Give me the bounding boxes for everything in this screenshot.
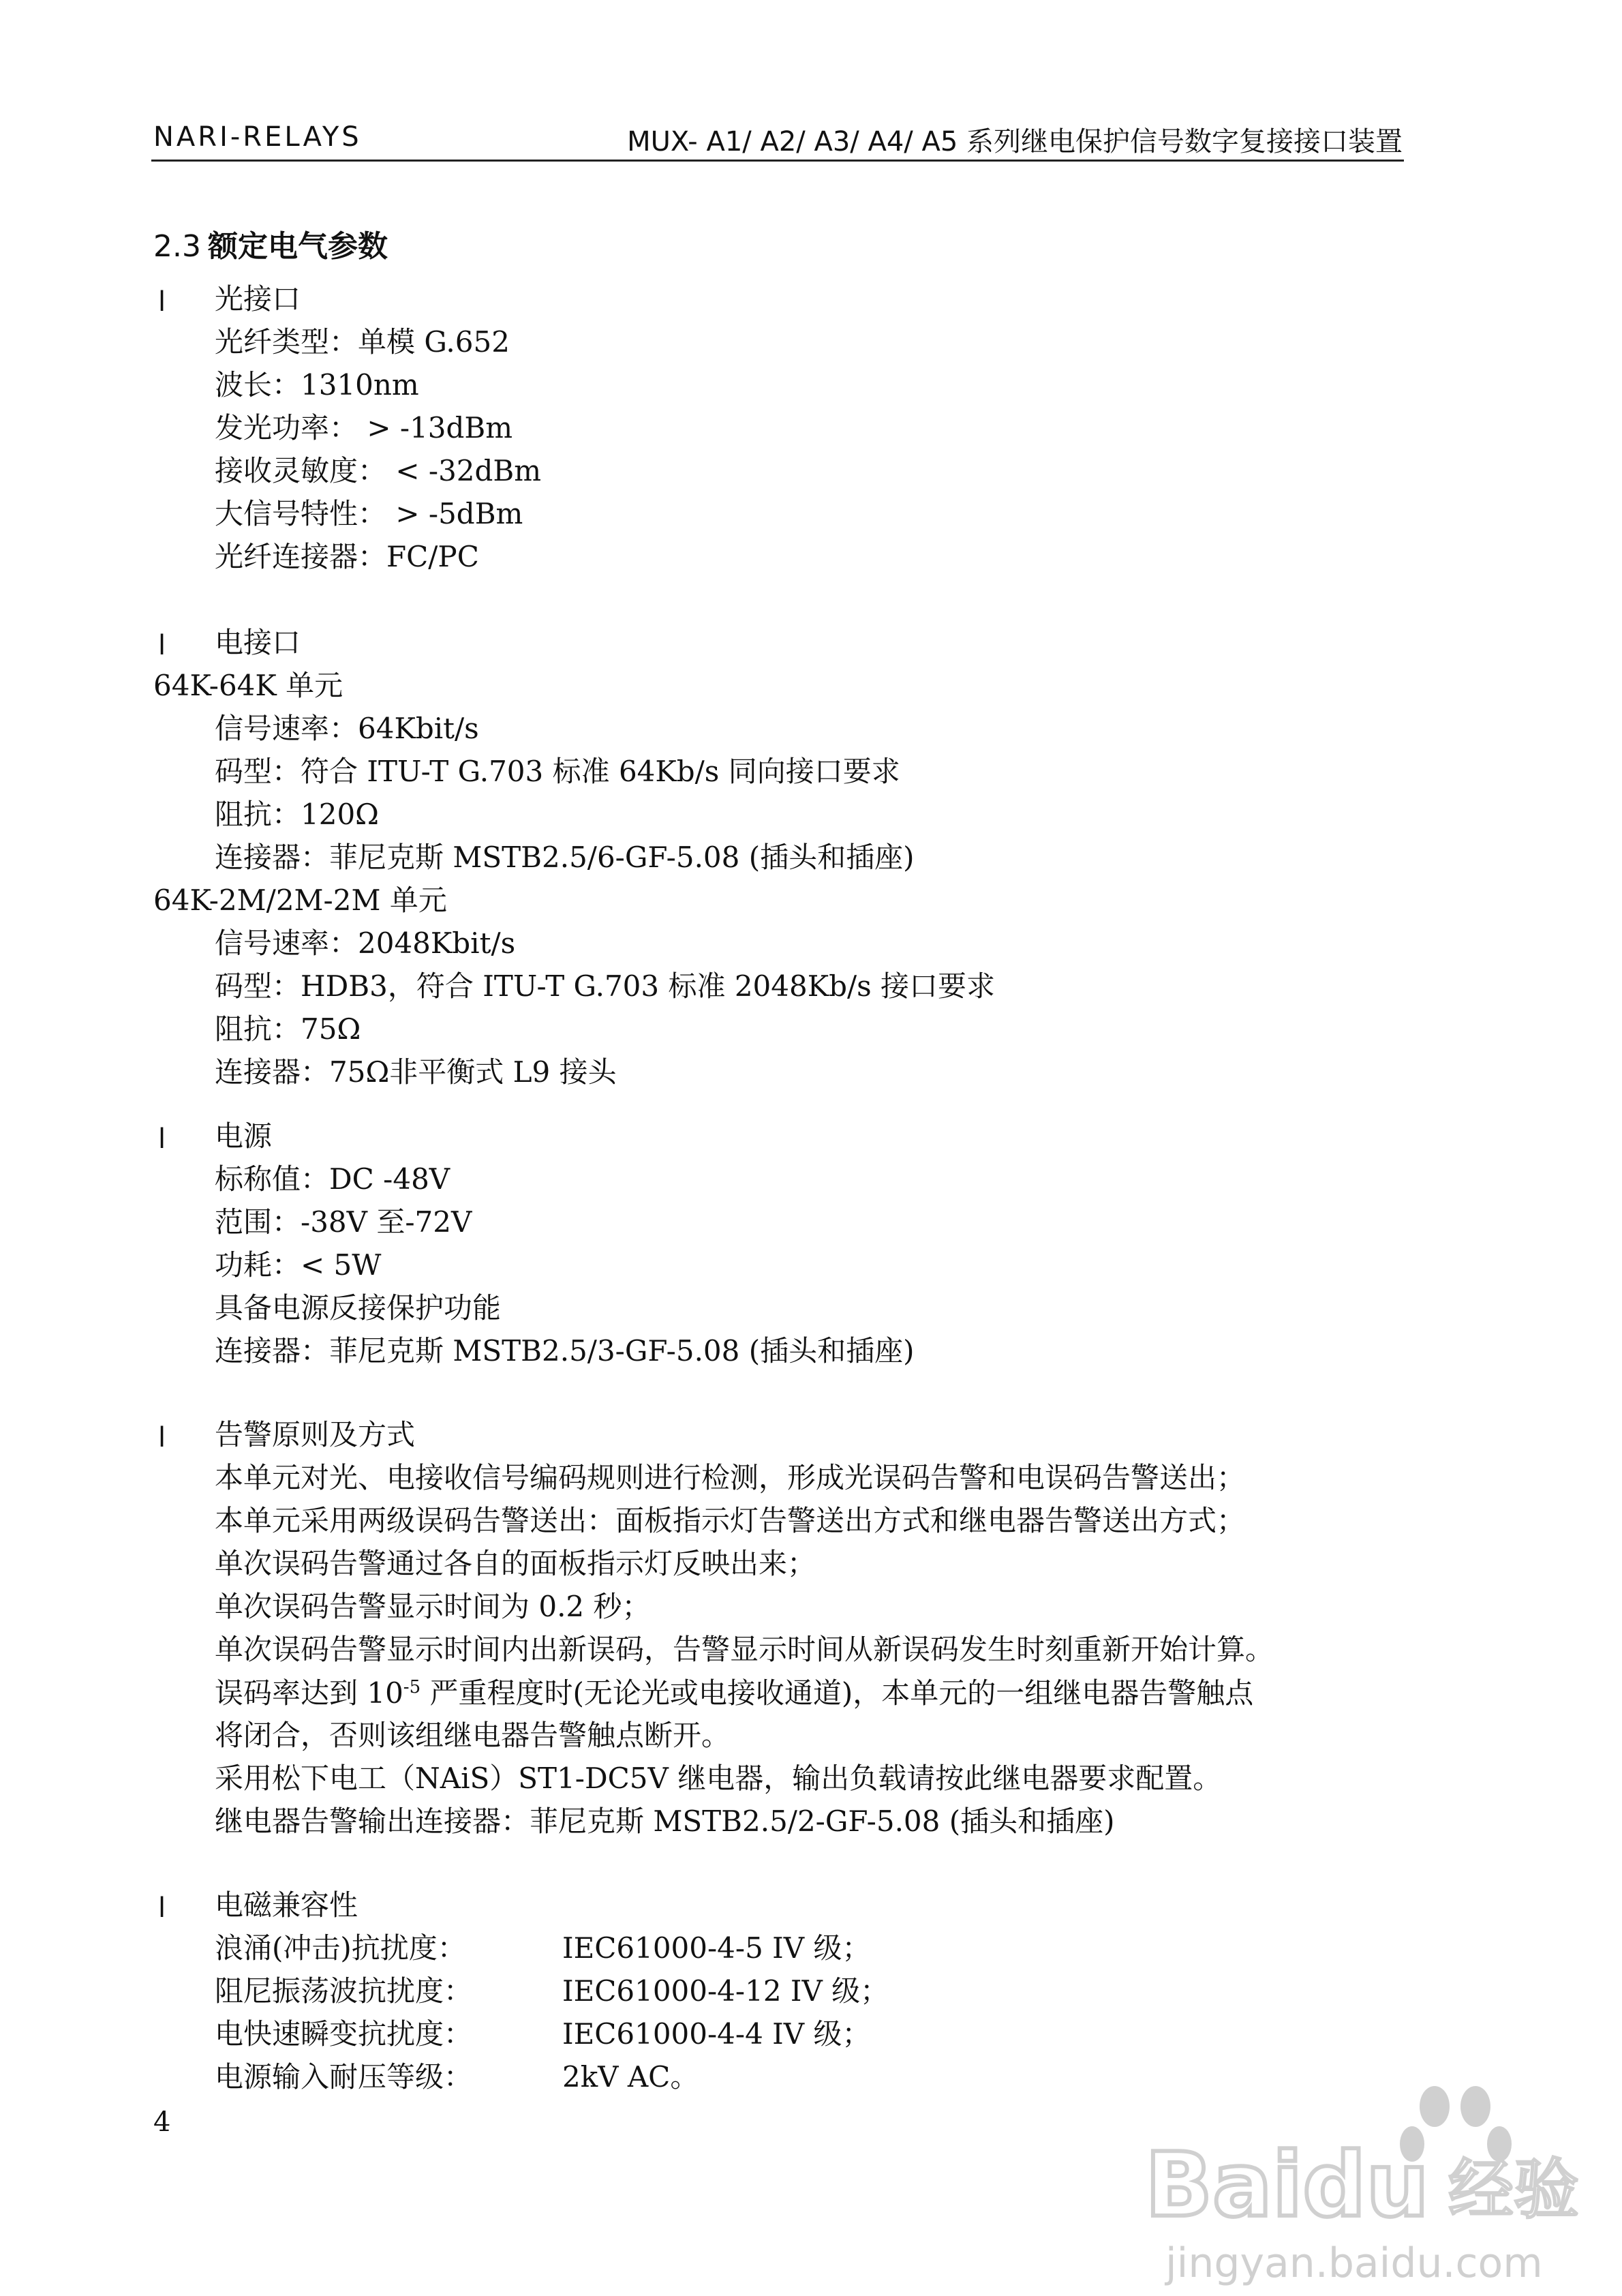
emc-label: 浪涌(冲击)抗扰度： bbox=[215, 1931, 466, 1965]
emc-label: 阻尼振荡波抗扰度： bbox=[215, 1974, 473, 2008]
optical-line: 发光功率： > -13dBm bbox=[215, 411, 513, 444]
section-number: 2.3 bbox=[153, 229, 201, 264]
electrical-line: 连接器：75Ω非平衡式 L9 接头 bbox=[215, 1055, 617, 1089]
alarm-ber-line bbox=[215, 1678, 1253, 1708]
electrical-line: 连接器：菲尼克斯 MSTB2.5/6-GF-5.08 (插头和插座) bbox=[215, 841, 915, 874]
emc-value: IEC61000-4-12 IV 级； bbox=[562, 1974, 889, 2008]
power-line: 连接器：菲尼克斯 MSTB2.5/3-GF-5.08 (插头和插座) bbox=[215, 1334, 915, 1368]
bullet-icon: l bbox=[158, 1123, 166, 1155]
header-divider bbox=[151, 160, 1404, 162]
bullet-icon: l bbox=[158, 1422, 166, 1453]
emc-value: 2kV AC。 bbox=[562, 2060, 699, 2094]
electrical-line: 阻抗：120Ω bbox=[215, 798, 379, 831]
alarm-line: 将闭合，否则该组继电器告警触点断开。 bbox=[215, 1719, 731, 1752]
optical-line: 光纤类型：单模 G.652 bbox=[215, 325, 510, 359]
electrical-line: 码型：符合 ITU-T G.703 标准 64Kb/s 同向接口要求 bbox=[215, 755, 900, 788]
emc-value: IEC61000-4-4 IV 级； bbox=[562, 2017, 871, 2051]
optical-line: 波长：1310nm bbox=[215, 368, 419, 402]
electrical-line: 阻抗：75Ω bbox=[215, 1012, 361, 1046]
emc-label: 电源输入耐压等级： bbox=[215, 2060, 473, 2094]
alarm-line: 单次误码告警显示时间为 0.2 秒； bbox=[215, 1590, 651, 1623]
bullet-icon: l bbox=[158, 286, 166, 318]
ber-suffix: 严重程度时(无论光或电接收通道)，本单元的一组继电器告警触点 bbox=[420, 1676, 1254, 1710]
emc-value: IEC61000-4-5 IV 级； bbox=[562, 1931, 871, 1965]
baidu-jingyan-watermark bbox=[1131, 2072, 1608, 2291]
electrical-line: 码型：HDB3，符合 ITU-T G.703 标准 2048Kb/s 接口要求 bbox=[215, 969, 996, 1003]
unit-title: 64K-2M/2M-2M 单元 bbox=[153, 883, 447, 917]
power-line: 标称值：DC -48V bbox=[215, 1162, 450, 1196]
alarm-line: 采用松下电工（NAiS）ST1-DC5V 继电器，输出负载请按此继电器要求配置。 bbox=[215, 1762, 1222, 1795]
unit-title: 64K-64K 单元 bbox=[153, 669, 343, 702]
header-document-title: MUX- A1/ A2/ A3/ A4/ A5 系列继电保护信号数字复接接口装置 bbox=[627, 126, 1403, 157]
alarm-line: 本单元对光、电接收信号编码规则进行检测，形成光误码告警和电误码告警送出； bbox=[215, 1461, 1246, 1494]
power-heading: 电源 bbox=[215, 1119, 273, 1153]
optical-line: 接收灵敏度： < -32dBm bbox=[215, 454, 542, 487]
optical-line: 大信号特性： > -5dBm bbox=[215, 497, 523, 530]
alarm-line: 单次误码告警通过各自的面板指示灯反映出来； bbox=[215, 1547, 816, 1580]
page-number: 4 bbox=[153, 2106, 171, 2138]
section-title bbox=[153, 222, 388, 265]
ber-prefix: 误码率达到 10 bbox=[215, 1676, 403, 1710]
optical-line: 光纤连接器：FC/PC bbox=[215, 540, 479, 573]
alarm-heading: 告警原则及方式 bbox=[215, 1418, 416, 1451]
emc-label: 电快速瞬变抗扰度： bbox=[215, 2017, 473, 2051]
ber-exponent: -5 bbox=[403, 1677, 421, 1697]
emc-heading: 电磁兼容性 bbox=[215, 1888, 358, 1922]
electrical-heading: 电接口 bbox=[215, 626, 301, 659]
optical-heading: 光接口 bbox=[215, 282, 301, 316]
power-line: 具备电源反接保护功能 bbox=[215, 1291, 502, 1325]
section-title-text: 额定电气参数 bbox=[207, 229, 388, 264]
bullet-icon: l bbox=[158, 1892, 166, 1924]
power-line: 功耗：< 5W bbox=[215, 1248, 382, 1282]
alarm-line: 继电器告警输出连接器：菲尼克斯 MSTB2.5/2-GF-5.08 (插头和插座) bbox=[215, 1804, 1115, 1838]
alarm-line: 本单元采用两级误码告警送出：面板指示灯告警送出方式和继电器告警送出方式； bbox=[215, 1504, 1246, 1537]
watermark-url: jingyan.baidu.com bbox=[1165, 2239, 1543, 2287]
bullet-icon: l bbox=[158, 630, 166, 661]
watermark-brand: Baidu bbox=[1145, 2133, 1429, 2237]
electrical-line: 信号速率：64Kbit/s bbox=[215, 712, 479, 745]
watermark-brand-cn: 经验 bbox=[1448, 2151, 1579, 2228]
power-line: 范围：-38V 至-72V bbox=[215, 1205, 472, 1239]
electrical-line: 信号速率：2048Kbit/s bbox=[215, 926, 516, 960]
header-brand: NARI-RELAYS bbox=[153, 121, 362, 153]
alarm-line: 单次误码告警显示时间内出新误码，告警显示时间从新误码发生时刻重新开始计算。 bbox=[215, 1633, 1274, 1666]
